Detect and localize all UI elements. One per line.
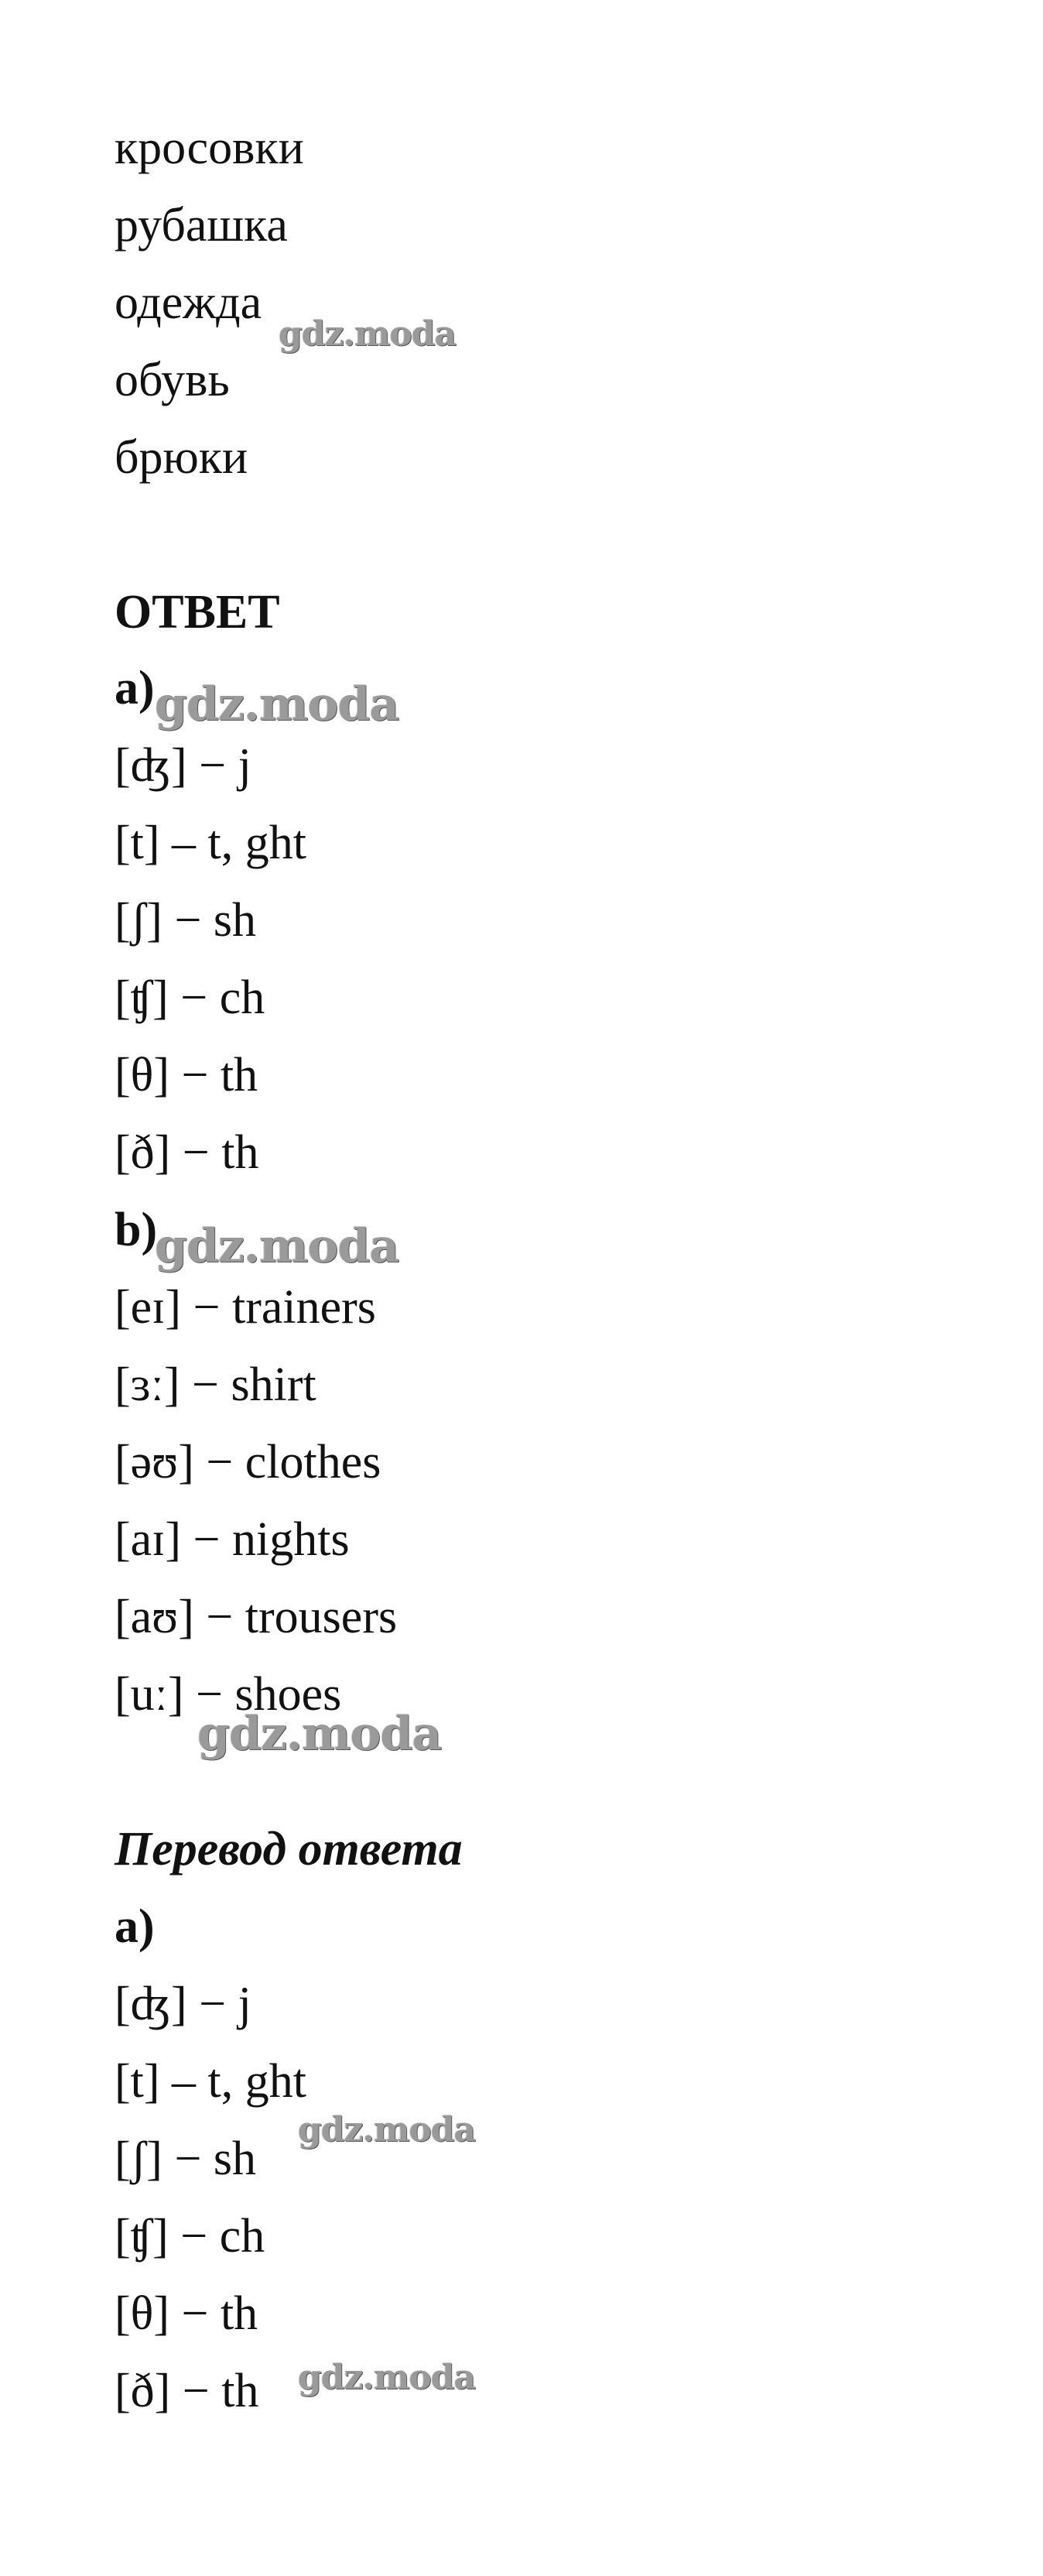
answer-heading: ОТВЕТ <box>115 586 280 639</box>
phoneme-line: [t] – t, ght <box>115 817 306 869</box>
phoneme-line: [eɪ] − trainers <box>115 1281 376 1334</box>
phoneme-line: [θ] − th <box>115 1049 258 1101</box>
phoneme-line: [ð] − th <box>115 2365 259 2417</box>
vocab-item: обувь <box>115 354 230 406</box>
phoneme-line: [aɪ] − nights <box>115 1513 350 1566</box>
watermark: gdz.moda <box>298 2110 476 2150</box>
phoneme-line: [ʧ] − ch <box>115 971 265 1024</box>
phoneme-line: [ð] − th <box>115 1126 259 1179</box>
section-a-label: a) <box>115 662 155 714</box>
translation-a-label: a) <box>115 1900 155 1953</box>
vocab-item: кросовки <box>115 122 304 174</box>
phoneme-line: [aʊ] − trousers <box>115 1591 398 1643</box>
watermark: gdz.moda <box>197 1707 442 1761</box>
section-b-label: b) <box>115 1204 158 1256</box>
vocab-item: брюки <box>115 431 248 484</box>
phoneme-line: [ʃ] − sh <box>115 2132 257 2185</box>
watermark: gdz.moda <box>298 2358 476 2397</box>
vocab-item: одежда <box>115 276 262 329</box>
phoneme-line: [ʧ] − ch <box>115 2210 265 2263</box>
phoneme-line: [əʊ] − clothes <box>115 1436 381 1488</box>
phoneme-line: [ʤ] − j <box>115 1978 251 2030</box>
phoneme-line: [θ] − th <box>115 2287 258 2340</box>
phoneme-line: [ʤ] − j <box>115 739 251 792</box>
phoneme-line: [ɜː] − shirt <box>115 1358 316 1411</box>
watermark: gdz.moda <box>155 1219 399 1273</box>
vocab-item: рубашка <box>115 199 288 252</box>
phoneme-line: [ʃ] − sh <box>115 894 257 947</box>
watermark: gdz.moda <box>155 677 399 731</box>
translation-heading: Перевод ответа <box>115 1823 463 1875</box>
watermark: gdz.moda <box>279 314 457 354</box>
phoneme-line: [t] – t, ght <box>115 2055 306 2108</box>
phoneme-line: [uː] − shoes <box>115 1668 342 1721</box>
